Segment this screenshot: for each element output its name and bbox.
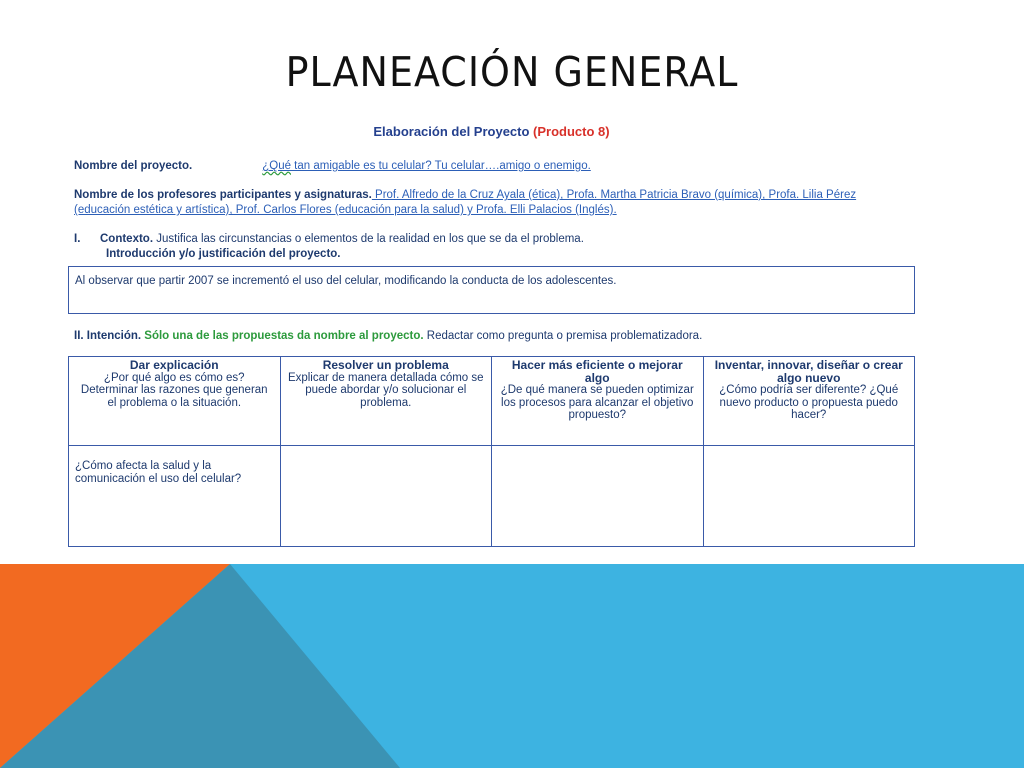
teachers-label: Nombre de los profesores participantes y asignaturas. xyxy=(74,189,372,201)
heading-product: (Producto 8) xyxy=(533,124,610,139)
document-image xyxy=(68,118,915,547)
table-row xyxy=(69,446,915,547)
section2-green: Sólo una de las propuestas da nombre al proyecto. xyxy=(144,330,424,342)
table-cell xyxy=(492,446,704,547)
table-cell xyxy=(703,446,915,547)
decor-triangles xyxy=(0,564,1024,768)
table-header-cell: Hacer más eficiente o mejorar algo ¿De qué manera se pueden optimizar los procesos para alcanzar el objetivo propuesto? xyxy=(492,357,704,446)
section1-desc: Justifica las circunstancias o elementos de la realidad en los que se da el problema. xyxy=(153,233,584,245)
teachers-row xyxy=(74,188,915,218)
section-intention xyxy=(74,330,915,342)
project-name-b: tan amigable es tu celular? Tu celular….amigo o enemigo. xyxy=(290,160,591,172)
section1-subtitle: Introducción y/o justificación del proyecto. xyxy=(106,248,341,260)
heading-text: Elaboración del Proyecto xyxy=(373,124,530,139)
project-name-a: ¿Qué xyxy=(262,160,291,172)
section1-number: I. xyxy=(74,233,81,245)
table-header-cell: Inventar, innovar, diseñar o crear algo nuevo ¿Cómo podría ser diferente? ¿Qué nuevo producto o propuesta puedo hacer? xyxy=(703,357,915,446)
slide-title: PLANEACIÓN GENERAL xyxy=(285,48,739,96)
table-cell xyxy=(280,446,492,547)
table-header-cell: Resolver un problema Explicar de manera detallada cómo se puede abordar y/o solucionar el problema. xyxy=(280,357,492,446)
context-box: Al observar que partir 2007 se incrementó el uso del celular, modificando la conducta de los adolescentes. xyxy=(68,266,915,314)
project-name-row xyxy=(74,159,915,174)
section2-title: II. Intención. xyxy=(74,330,142,342)
table-header-cell: Dar explicación ¿Por qué algo es cómo es? Determinar las razones que generan el problema o la situación. xyxy=(69,357,281,446)
section2-desc: Redactar como pregunta o premisa problematizadora. xyxy=(423,330,703,342)
table-cell: ¿Cómo afecta la salud y la comunicación el uso del celular? xyxy=(69,446,281,547)
project-name-label: Nombre del proyecto. xyxy=(74,160,193,172)
table-header-row xyxy=(69,357,915,446)
teachers-value: Prof. Alfredo de la Cruz Ayala (ética), Profa. Martha Patricia Bravo (química), Profa. Lilia Pérez (educación estética y artística), Prof. Carlos Flores (educación para la salud) y Profa. Elli Palacios (Inglés). xyxy=(74,189,857,216)
document-heading xyxy=(68,124,915,139)
project-name-value xyxy=(192,160,631,172)
section-context xyxy=(74,232,915,262)
intention-table xyxy=(68,356,915,547)
section1-title: Contexto. xyxy=(100,233,154,245)
